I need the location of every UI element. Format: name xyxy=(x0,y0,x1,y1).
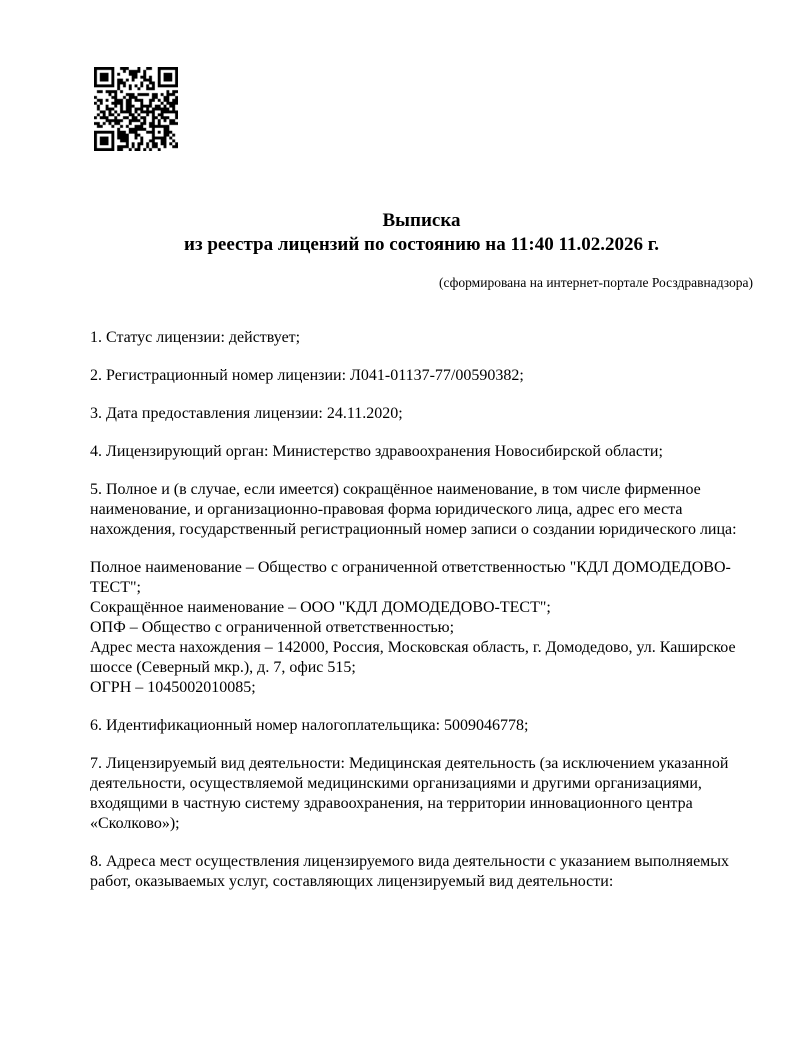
document-title-line-1: Выписка xyxy=(382,210,461,231)
paragraph-license-date: 3. Дата предоставления лицензии: 24.11.2020; xyxy=(90,405,403,422)
org-details-block xyxy=(90,558,753,698)
document-title xyxy=(90,209,753,257)
paragraph-license-status: 1. Статус лицензии: действует; xyxy=(90,329,301,346)
paragraph-license-number: 2. Регистрационный номер лицензии: Л041-01137-77/00590382; xyxy=(90,367,524,384)
org-address-line: Адрес места нахождения – 142000, Россия, Московская область, г. Домодедово, ул. Каширское шоссе (Северный мкр.), д. 7, офис 515; xyxy=(90,639,736,676)
org-full-name-line: Полное наименование – Общество с ограниченной ответственностью "КДЛ ДОМОДЕДОВО-ТЕСТ"; xyxy=(90,559,731,596)
paragraph-activity-type: 7. Лицензируемый вид деятельности: Медицинская деятельность (за исключением указанной деятельности, осуществляемой медицинскими организациями и другими организациями, входящими в частную систему здравоохранения, на территории инновационного центра «Сколково»); xyxy=(90,755,729,832)
document-title-line-2: из реестра лицензий по состоянию на 11:40 11.02.2026 г. xyxy=(184,234,659,255)
paragraph-inn: 6. Идентификационный номер налогоплательщика: 5009046778; xyxy=(90,717,529,734)
org-legal-form-line: ОПФ – Общество с ограниченной ответственностью; xyxy=(90,619,455,636)
document-body xyxy=(90,328,753,892)
org-ogrn-line: ОГРН – 1045002010085; xyxy=(90,679,256,696)
document-content xyxy=(90,0,753,910)
org-short-name-line: Сокращённое наименование – ООО "КДЛ ДОМОДЕДОВО-ТЕСТ"; xyxy=(90,599,551,616)
formation-note: (сформирована на интернет-портале Росздравнадзора) xyxy=(438,275,753,290)
paragraph-licensing-authority: 4. Лицензирующий орган: Министерство здравоохранения Новосибирской области; xyxy=(90,443,663,460)
paragraph-activity-addresses: 8. Адреса мест осуществления лицензируемого вида деятельности с указанием выполняемых работ, оказываемых услуг, составляющих лицензируемый вид деятельности: xyxy=(90,853,730,890)
paragraph-org-names-intro: 5. Полное и (в случае, если имеется) сокращённое наименование, в том числе фирменное наименование, и организационно-правовая форма юридического лица, адрес его места нахождения, государственный регистрационный номер записи о создании юридического лица: xyxy=(90,481,737,538)
